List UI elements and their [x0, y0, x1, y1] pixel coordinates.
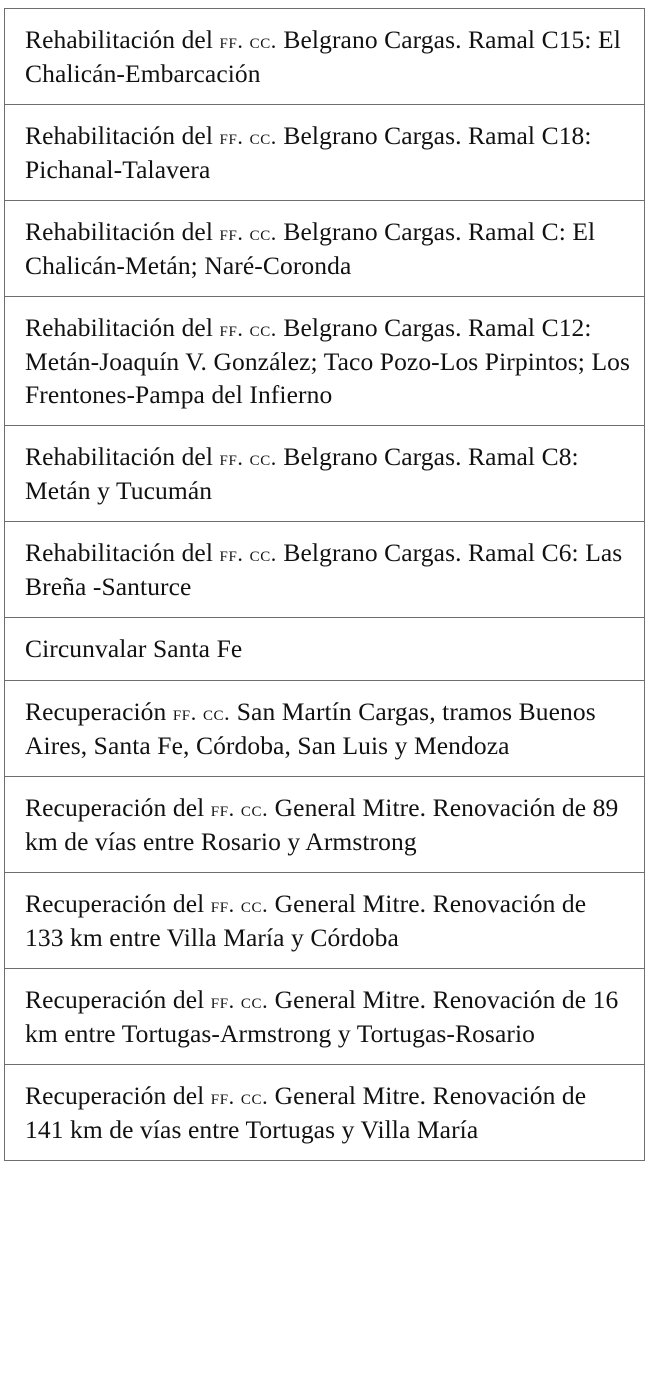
project-text-pre: Recuperación del — [25, 889, 211, 918]
project-text-post: General Mitre. Renovación de 133 km entre Villa María y Córdoba — [25, 889, 587, 952]
railway-abbreviation: ff. cc. — [219, 220, 277, 245]
project-text-post: General Mitre. Renovación de 89 km de vías entre Rosario y Armstrong — [25, 793, 619, 856]
project-text-pre: Rehabilitación del — [25, 121, 220, 150]
railway-abbreviation: ff. cc. — [210, 892, 269, 917]
project-text-pre: Rehabilitación del — [25, 313, 220, 342]
project-text-post: Belgrano Cargas. Ramal C18: Pichanal-Talavera — [25, 121, 592, 184]
project-text-pre: Rehabilitación del — [25, 25, 220, 54]
project-cell — [5, 969, 645, 1065]
project-text-pre: Rehabilitación del — [25, 442, 220, 471]
project-text-post: Belgrano Cargas. Ramal C8: Metán y Tucumán — [25, 442, 579, 505]
project-text-pre: Rehabilitación del — [25, 217, 220, 246]
table-row — [5, 873, 645, 969]
table-row — [5, 681, 645, 777]
project-cell — [5, 618, 645, 681]
table-row — [5, 1065, 645, 1161]
railway-abbreviation: ff. cc. — [172, 700, 231, 725]
railway-abbreviation: ff. cc. — [219, 28, 277, 53]
project-text-post: Belgrano Cargas. Ramal C: El Chalicán-Metán; Naré-Coronda — [25, 217, 596, 280]
project-cell — [5, 777, 645, 873]
project-text-post: Belgrano Cargas. Ramal C15: El Chalicán-Embarcación — [25, 25, 621, 88]
railway-abbreviation: ff. cc. — [219, 541, 277, 566]
project-text-pre: Circunvalar Santa Fe — [25, 634, 243, 663]
project-cell — [5, 681, 645, 777]
table-row — [5, 9, 645, 105]
table-row — [5, 105, 645, 201]
railway-abbreviation: ff. cc. — [210, 796, 269, 821]
table-row — [5, 426, 645, 522]
project-cell — [5, 1065, 645, 1161]
project-text-pre: Rehabilitación del — [25, 538, 220, 567]
project-cell — [5, 9, 645, 105]
project-cell — [5, 105, 645, 201]
railway-abbreviation: ff. cc. — [219, 445, 277, 470]
project-text-pre: Recuperación — [25, 697, 173, 726]
railway-projects-table — [4, 8, 645, 1161]
project-text-post: Belgrano Cargas. Ramal C6: Las Breña -Santurce — [25, 538, 623, 601]
project-text-post: General Mitre. Renovación de 16 km entre Tortugas-Armstrong y Tortugas-Rosario — [25, 985, 619, 1048]
table-row — [5, 969, 645, 1065]
project-text-pre: Recuperación del — [25, 985, 211, 1014]
railway-abbreviation: ff. cc. — [210, 988, 269, 1013]
project-text-post: San Martín Cargas, tramos Buenos Aires, Santa Fe, Córdoba, San Luis y Mendoza — [25, 697, 596, 760]
project-cell — [5, 297, 645, 426]
project-cell — [5, 426, 645, 522]
railway-abbreviation: ff. cc. — [219, 124, 277, 149]
project-cell — [5, 522, 645, 618]
project-text-post: General Mitre. Renovación de 141 km de vías entre Tortugas y Villa María — [25, 1081, 587, 1144]
table-row — [5, 777, 645, 873]
table-row — [5, 297, 645, 426]
railway-abbreviation: ff. cc. — [210, 1084, 269, 1109]
railway-abbreviation: ff. cc. — [219, 316, 277, 341]
project-text-post: Belgrano Cargas. Ramal C12: Metán-Joaquín V. González; Taco Pozo-Los Pirpintos; Los Frentones-Pampa del Infierno — [25, 313, 631, 409]
project-text-pre: Recuperación del — [25, 793, 211, 822]
project-text-pre: Recuperación del — [25, 1081, 211, 1110]
table-row — [5, 201, 645, 297]
project-cell — [5, 873, 645, 969]
table-row — [5, 618, 645, 681]
project-cell — [5, 201, 645, 297]
table-row — [5, 522, 645, 618]
